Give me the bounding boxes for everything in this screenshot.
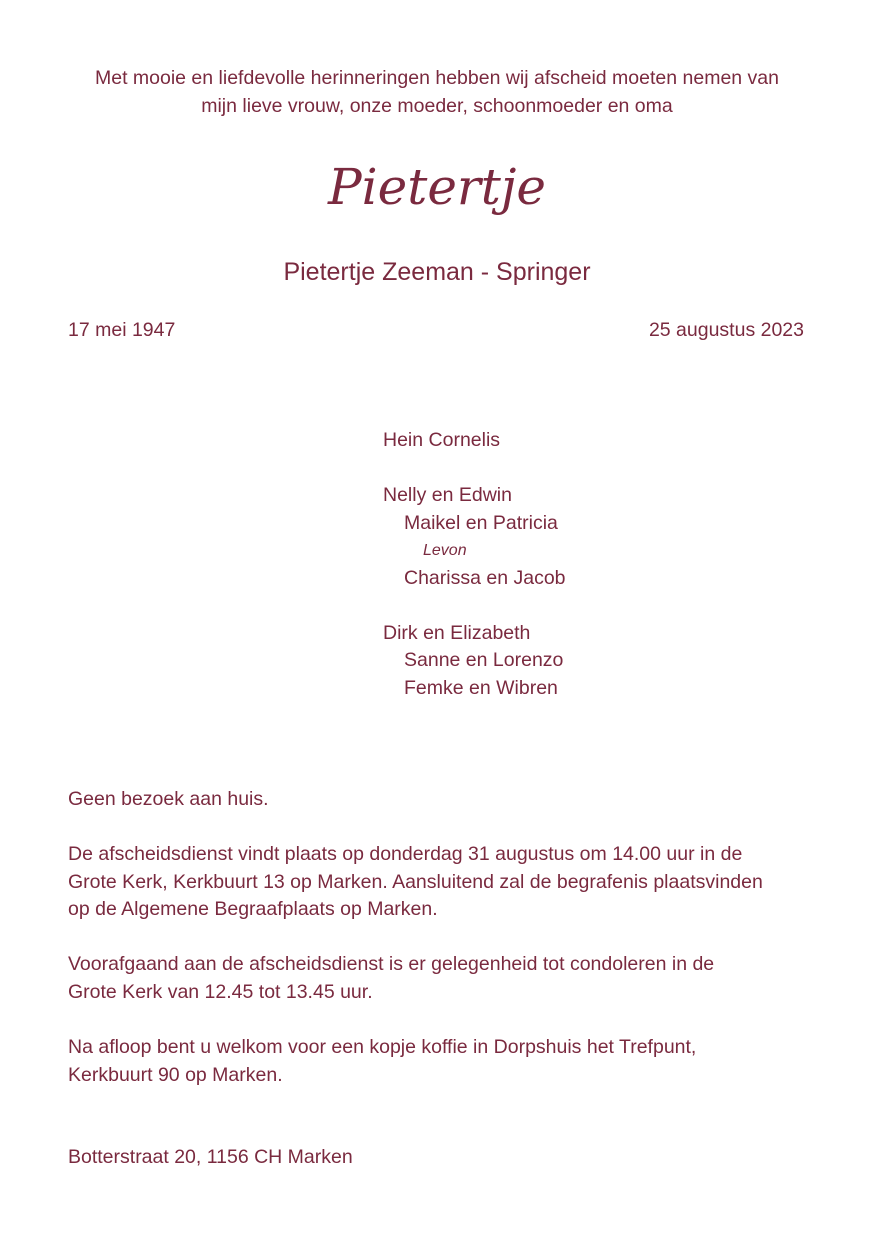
family-member-grandchild: Levon [423, 542, 467, 559]
service-note-line: De afscheidsdienst vindt plaats op donderdag 31 augustus om 14.00 uur in de [68, 843, 743, 865]
service-note-line: Grote Kerk, Kerkbuurt 13 op Marken. Aansluitend zal de begrafenis plaatsvinden [68, 870, 763, 893]
birth-date: 17 mei 1947 [68, 319, 176, 341]
condolence-note-line: Voorafgaand aan de afscheidsdienst is er gelegenheid tot condoleren in de [68, 953, 715, 975]
family-member: Charissa en Jacob [404, 566, 566, 589]
call-name: Pietertje [328, 158, 546, 216]
family-member: Femke en Wibren [404, 676, 558, 699]
family-member: Maikel en Patricia [404, 511, 558, 534]
family-group-3 [383, 620, 566, 703]
family-member: Nelly en Edwin [383, 484, 512, 506]
visit-note-line: Geen bezoek aan huis. [68, 788, 269, 810]
condolence-note [68, 951, 828, 1006]
family-member: Hein Cornelis [383, 429, 501, 451]
condolence-note-line: Grote Kerk van 12.45 tot 13.45 uur. [68, 980, 373, 1003]
death-date: 25 augustus 2023 [648, 319, 804, 341]
service-note [68, 841, 828, 924]
coffee-note [68, 1034, 828, 1089]
intro-line-1: Met mooie en liefdevolle herinneringen hebben wij afscheid moeten nemen van [94, 67, 779, 89]
address [68, 1144, 828, 1172]
family-group-1 [383, 427, 566, 455]
family-list [383, 427, 566, 702]
address-line: Botterstraat 20, 1156 CH Marken [68, 1146, 353, 1168]
family-member: Dirk en Elizabeth [383, 621, 531, 644]
service-note-line: op de Algemene Begraafplaats op Marken. [68, 898, 438, 920]
coffee-note-line: Na afloop bent u welkom voor een kopje koffie in Dorpshuis het Trefpunt, [68, 1036, 697, 1058]
intro-line-2: mijn lieve vrouw, onze moeder, schoonmoeder en oma [201, 95, 673, 117]
family-group-2 [383, 482, 566, 592]
full-name: Pietertje Zeeman - Springer [283, 258, 591, 286]
visit-note [68, 786, 828, 814]
intro-text [0, 64, 874, 120]
coffee-note-line: Kerkbuurt 90 op Marken. [68, 1063, 283, 1086]
family-member: Sanne en Lorenzo [404, 649, 564, 671]
